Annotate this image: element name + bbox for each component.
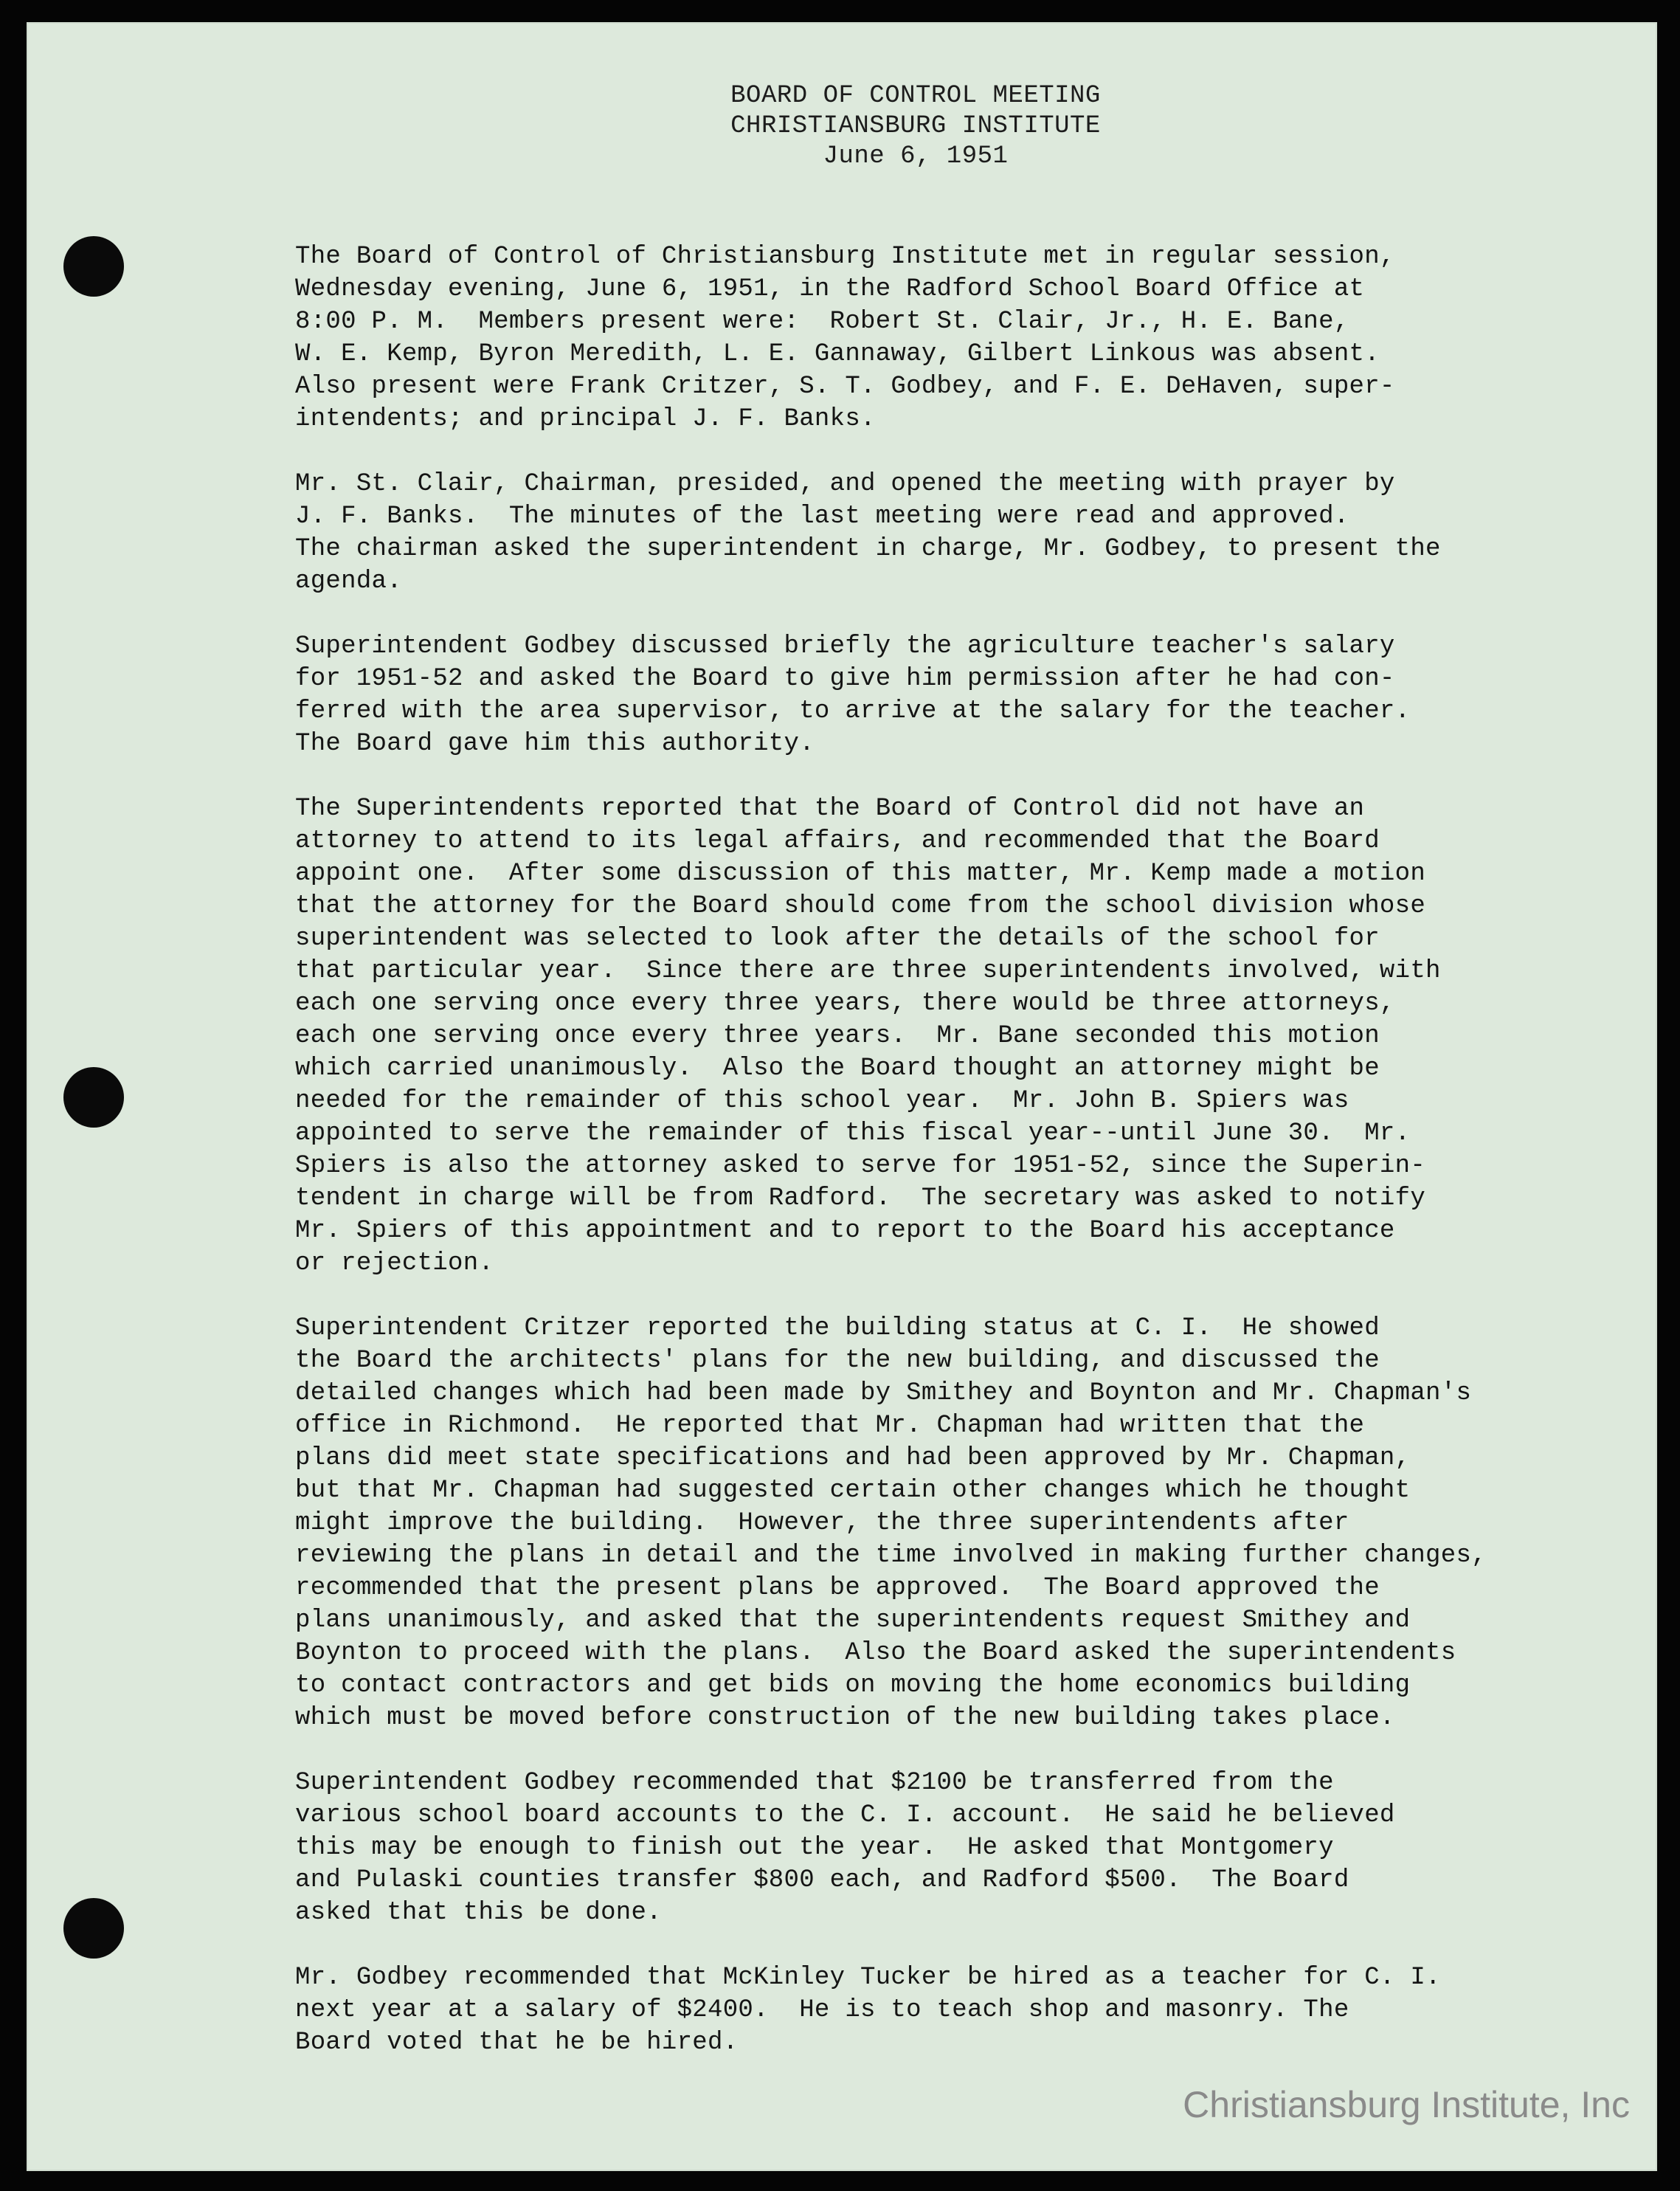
paragraph-line: ferred with the area supervisor, to arrive at the salary for the teacher.	[295, 697, 1411, 725]
paragraph-line: Superintendent Critzer reported the building status at C. I. He showed	[295, 1314, 1380, 1342]
paragraph-line: and Pulaski counties transfer $800 each, and Radford $500. The Board	[295, 1866, 1349, 1894]
paragraph-line: but that Mr. Chapman had suggested certain other changes which he thought	[295, 1477, 1411, 1505]
minutes-paragraph	[295, 630, 1564, 760]
header-title: BOARD OF CONTROL MEETING	[730, 82, 1101, 110]
paragraph-line: The Superintendents reported that the Board of Control did not have an	[295, 795, 1365, 823]
paragraph-line: reviewing the plans in detail and the time involved in making further changes,	[295, 1542, 1487, 1570]
punch-hole-bottom	[63, 1898, 124, 1959]
paragraph-line: agenda.	[295, 567, 402, 596]
paragraph-line: or rejection.	[295, 1249, 494, 1277]
paragraph-line: Board voted that he be hired.	[295, 2029, 739, 2057]
minutes-paragraph	[295, 793, 1564, 1280]
header-institution: CHRISTIANSBURG INSTITUTE	[730, 112, 1101, 140]
paragraph-line: Boynton to proceed with the plans. Also the Board asked the superintendents	[295, 1639, 1456, 1667]
paragraph-line: Also present were Frank Critzer, S. T. Godbey, and F. E. DeHaven, super-	[295, 373, 1395, 401]
punch-hole-middle	[63, 1067, 124, 1128]
paragraph-line: appointed to serve the remainder of this fiscal year--until June 30. Mr.	[295, 1119, 1411, 1148]
minutes-body	[295, 241, 1564, 2091]
paragraph-line: which must be moved before construction of the new building takes place.	[295, 1704, 1395, 1732]
paragraph-line: intendents; and principal J. F. Banks.	[295, 405, 876, 433]
paragraph-line: The chairman asked the superintendent in charge, Mr. Godbey, to present the	[295, 535, 1441, 563]
paragraph-line: Wednesday evening, June 6, 1951, in the Radford School Board Office at	[295, 275, 1365, 303]
paragraph-line: this may be enough to finish out the year. He asked that Montgomery	[295, 1834, 1334, 1862]
punch-hole-top	[63, 236, 124, 297]
paragraph-line: appoint one. After some discussion of this matter, Mr. Kemp made a motion	[295, 860, 1426, 888]
paragraph-line: various school board accounts to the C. I. account. He said he believed	[295, 1801, 1395, 1829]
paragraph-line: for 1951-52 and asked the Board to give him permission after he had con-	[295, 665, 1395, 693]
paragraph-line: Superintendent Godbey recommended that $2100 be transferred from the	[295, 1769, 1334, 1797]
minutes-paragraph	[295, 468, 1564, 598]
paragraph-line: superintendent was selected to look after the details of the school for	[295, 925, 1380, 953]
document-header	[27, 81, 1680, 172]
minutes-paragraph	[295, 241, 1564, 435]
paragraph-line: asked that this be done.	[295, 1899, 662, 1927]
paragraph-line: W. E. Kemp, Byron Meredith, L. E. Gannaway, Gilbert Linkous was absent.	[295, 340, 1380, 368]
paragraph-line: which carried unanimously. Also the Board thought an attorney might be	[295, 1055, 1380, 1083]
paragraph-line: might improve the building. However, the three superintendents after	[295, 1509, 1349, 1537]
paragraph-line: Mr. Godbey recommended that McKinley Tucker be hired as a teacher for C. I.	[295, 1964, 1441, 1992]
paragraph-line: needed for the remainder of this school year. Mr. John B. Spiers was	[295, 1087, 1349, 1115]
paragraph-line: detailed changes which had been made by Smithey and Boynton and Mr. Chapman's	[295, 1379, 1472, 1407]
paragraph-line: Mr. St. Clair, Chairman, presided, and opened the meeting with prayer by	[295, 470, 1395, 498]
paragraph-line: that the attorney for the Board should come from the school division whose	[295, 892, 1426, 920]
watermark-text: Christiansburg Institute, Inc	[1183, 2084, 1630, 2125]
paragraph-line: Superintendent Godbey discussed briefly the agriculture teacher's salary	[295, 632, 1395, 660]
paragraph-line: 8:00 P. M. Members present were: Robert St. Clair, Jr., H. E. Bane,	[295, 308, 1349, 336]
paragraph-line: The Board of Control of Christiansburg Institute met in regular session,	[295, 243, 1395, 271]
paragraph-line: next year at a salary of $2400. He is to teach shop and masonry. The	[295, 1996, 1349, 2024]
paragraph-line: that particular year. Since there are three superintendents involved, with	[295, 957, 1441, 985]
paragraph-line: office in Richmond. He reported that Mr. Chapman had written that the	[295, 1412, 1365, 1440]
paragraph-line: attorney to attend to its legal affairs, and recommended that the Board	[295, 827, 1380, 855]
paragraph-line: tendent in charge will be from Radford. The secretary was asked to notify	[295, 1184, 1426, 1212]
paragraph-line: Spiers is also the attorney asked to serve for 1951-52, since the Superin-	[295, 1152, 1426, 1180]
minutes-paragraph	[295, 1312, 1564, 1734]
paragraph-line: J. F. Banks. The minutes of the last meeting were read and approved.	[295, 503, 1349, 531]
header-date: June 6, 1951	[823, 142, 1009, 170]
paragraph-line: each one serving once every three years, there would be three attorneys,	[295, 990, 1395, 1018]
paragraph-line: Mr. Spiers of this appointment and to report to the Board his acceptance	[295, 1217, 1395, 1245]
paragraph-line: each one serving once every three years. Mr. Bane seconded this motion	[295, 1022, 1380, 1050]
paragraph-line: plans unanimously, and asked that the superintendents request Smithey and	[295, 1607, 1411, 1635]
minutes-paragraph	[295, 1767, 1564, 1929]
minutes-paragraph	[295, 1961, 1564, 2059]
paragraph-line: plans did meet state specifications and had been approved by Mr. Chapman,	[295, 1444, 1411, 1472]
paragraph-line: The Board gave him this authority.	[295, 730, 815, 758]
paragraph-line: to contact contractors and get bids on moving the home economics building	[295, 1671, 1411, 1700]
paragraph-line: recommended that the present plans be approved. The Board approved the	[295, 1574, 1380, 1602]
paragraph-line: the Board the architects' plans for the new building, and discussed the	[295, 1347, 1380, 1375]
